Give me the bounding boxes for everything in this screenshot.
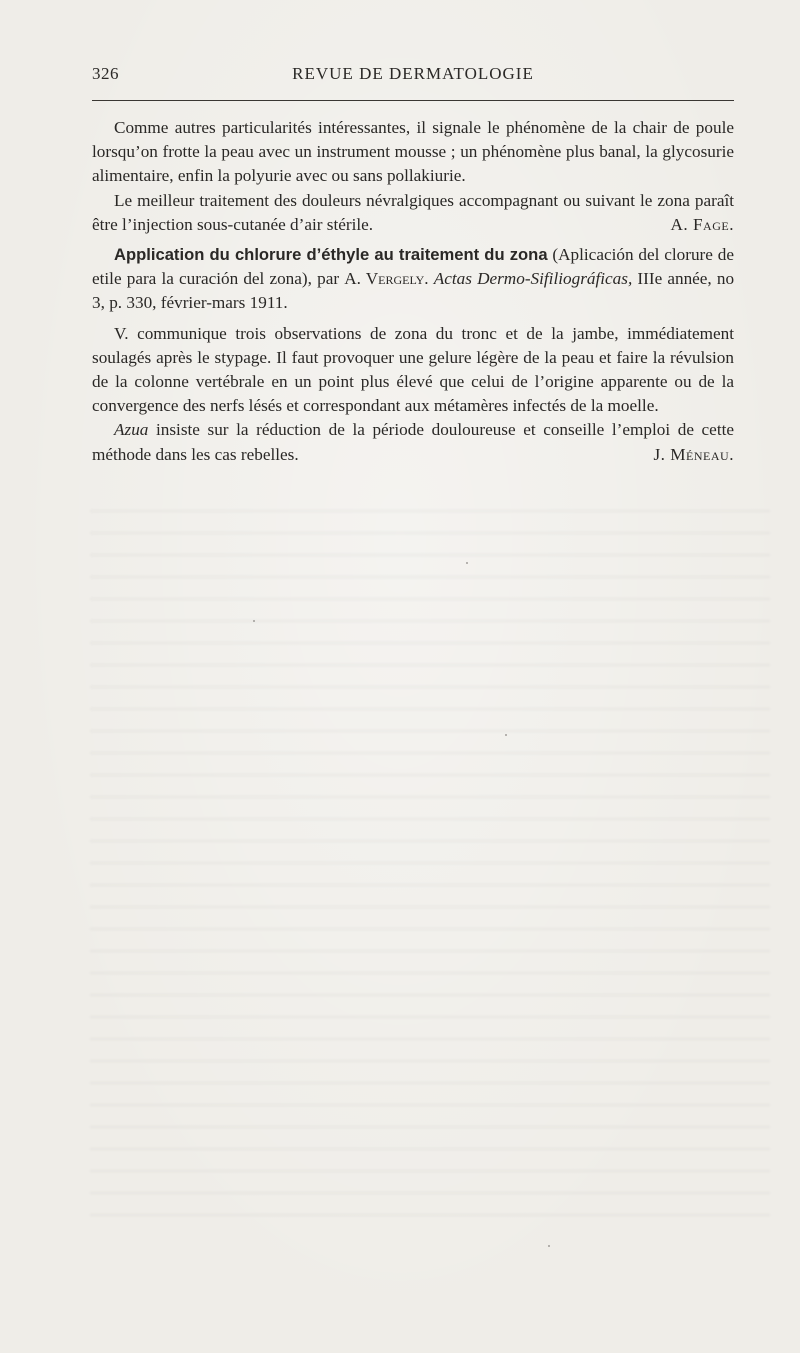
paragraph-conclusion [92, 418, 734, 466]
paper-speck [505, 734, 507, 736]
paper-speck [253, 620, 255, 622]
paragraph-treatment [92, 189, 734, 237]
author-signature: A. Fage. [670, 214, 734, 234]
journal-name: Actas Dermo-Sifiliográficas, [433, 269, 633, 289]
journal-title: REVUE DE DERMATOLOGIE [292, 64, 534, 83]
article-citation [92, 243, 734, 316]
running-header [92, 62, 734, 92]
paragraph-text: Le meilleur traitement des douleurs névralgiques accompagnant ou suivant le zona paraît être l’injection sous-cutanée d’air stérile. [92, 190, 734, 234]
publication-details: IIIe année, no 3, p. 330, février-mars 1911. [92, 269, 735, 313]
article-body [92, 116, 734, 467]
cited-name: Azua [114, 420, 149, 440]
paragraph-observations [92, 322, 734, 419]
paragraph-text: Comme autres particularités intéressantes, il signale le phénomène de la chair de poule lorsqu’on frotte la peau avec un instrument mousse ; un phénomène plus banal, la glycosurie alimentaire, enfin la polyurie avec ou sans pollakiurie. [92, 118, 734, 186]
paragraph-text: V. communique trois observations de zona du tronc et de la jambe, immédiatement soulagés après le stypage. Il faut provoquer une gelure légère de la peau et faire la révulsion de la colonne vertébrale en un point plus élevé que celui de l’origine apparente ou de la convergence des nerfs lésés et correspondant aux métamères infectés de la moelle. [92, 323, 734, 416]
article-author: A. Vergely. [344, 269, 429, 289]
article-title: Application du chlorure d’éthyle au traitement du zona [114, 245, 548, 265]
paragraph-clinical-features [92, 116, 734, 189]
page-number: 326 [92, 64, 119, 83]
citation-by: par [317, 269, 340, 289]
header-rule [92, 100, 734, 101]
spanish-title: (Aplicación del clorure de etile para la curación del zona), [92, 245, 734, 289]
paragraph-text: insiste sur la réduction de la période douloureuse et conseille l’emploi de cette méthode dans les cas rebelles. [92, 420, 734, 464]
show-through-text [90, 510, 770, 1230]
author-signature: J. Méneau. [653, 444, 734, 464]
paper-speck [548, 1245, 550, 1247]
paper-speck [466, 562, 468, 564]
